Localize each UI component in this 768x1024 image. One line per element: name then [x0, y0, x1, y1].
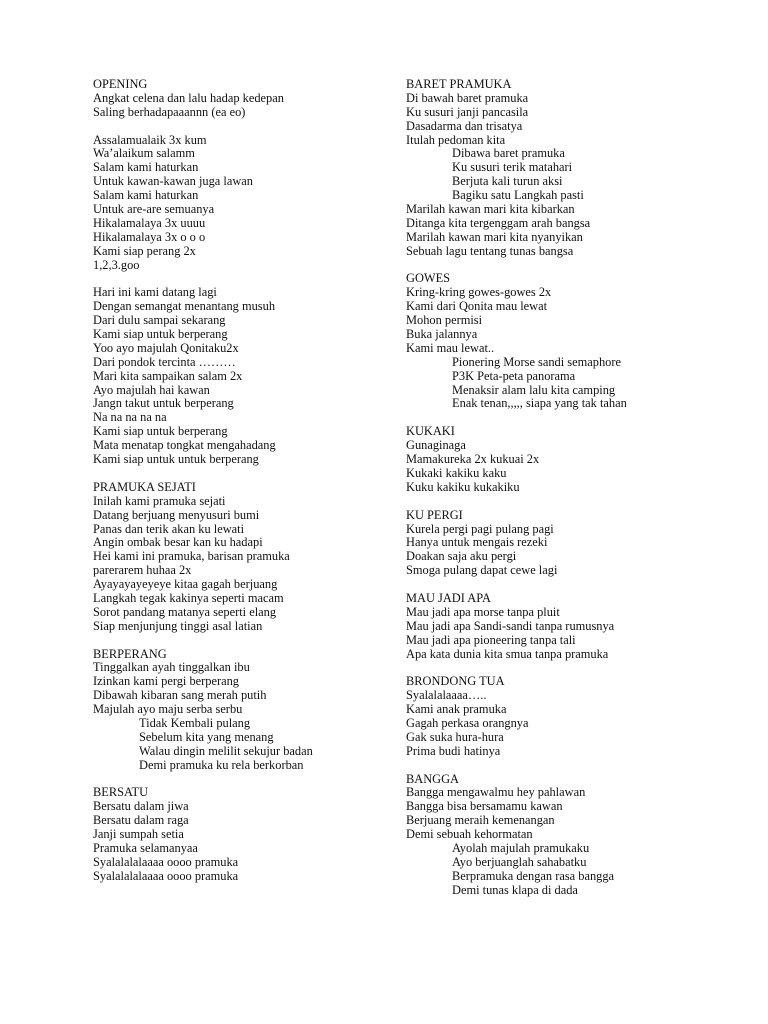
- lyric-line: Walau dingin melilit sekujur badan: [139, 743, 313, 758]
- lyric-line: Kami siap untuk berperang: [93, 424, 228, 439]
- lyric-line: Ditanga kita tergenggam arah bangsa: [406, 215, 591, 230]
- lyric-line: Bangga bisa bersamamu kawan: [406, 799, 563, 814]
- lyric-line: Marilah kawan mari kita kibarkan: [406, 202, 575, 217]
- section-bersatu: [93, 786, 393, 883]
- lyric-line: Untuk are-are semuanya: [93, 202, 215, 217]
- lyric-line: Doakan saja aku pergi: [406, 549, 517, 564]
- lyric-line: Sebelum kita yang menang: [139, 729, 274, 744]
- section-bangga: [406, 773, 746, 898]
- lyric-line: Ayo berjuanglah sahabatku: [452, 854, 587, 869]
- lyric-line: Dasadarma dan trisatya: [406, 118, 523, 133]
- section-title: KU PERGI: [406, 507, 463, 522]
- lyric-line: Dari dulu sampai sekarang: [93, 313, 226, 328]
- section-pramuka-sejati: [93, 481, 393, 634]
- section-title: PRAMUKA SEJATI: [93, 479, 196, 494]
- section-gowes: [406, 272, 746, 411]
- lyric-line: Berjuang meraih kemenangan: [406, 813, 555, 828]
- lyric-line: Hanya untuk mengais rezeki: [406, 535, 548, 550]
- lyric-line: Prima budi hatinya: [406, 743, 501, 758]
- lyric-line: Demi tunas klapa di dada: [452, 882, 578, 897]
- lyric-line: 1,2,3.goo: [93, 257, 140, 272]
- section-title: BANGGA: [406, 771, 460, 786]
- lyric-line: Kring-kring gowes-gowes 2x: [406, 285, 552, 300]
- lyric-line: Kuku kakiku kukakiku: [406, 479, 520, 494]
- section-title: KUKAKI: [406, 424, 455, 439]
- section-title: BERSATU: [93, 785, 149, 800]
- lyric-line: Itulah pedoman kita: [406, 132, 506, 147]
- lyric-line: Salam kami haturkan: [93, 160, 199, 175]
- lyric-line: Gak suka hura-hura: [406, 729, 504, 744]
- lyric-line: Syalalalalaaaa oooo pramuka: [93, 854, 239, 869]
- section-baret-pramuka: [406, 78, 746, 259]
- lyric-line: Menaksir alam lalu kita camping: [452, 382, 616, 397]
- lyric-line: Ayolah majulah pramukaku: [452, 840, 590, 855]
- section-berperang: [93, 648, 393, 773]
- lyric-line: Berjuta kali turun aksi: [452, 174, 563, 189]
- lyric-line: Untuk kawan-kawan juga lawan: [93, 174, 253, 189]
- lyric-line: Dibawah kibaran sang merah putih: [93, 688, 267, 703]
- lyric-line: Gagah perkasa orangnya: [406, 715, 529, 730]
- lyric-line: Bagiku satu Langkah pasti: [452, 188, 584, 203]
- lyric-line: Gunaginaga: [406, 438, 466, 453]
- lyric-line: Hari ini kami datang lagi: [93, 285, 217, 300]
- section-opening: [93, 78, 393, 120]
- lyric-line: Syalalalalaaaa oooo pramuka: [93, 868, 239, 883]
- lyric-line: Hei kami ini pramuka, barisan pramuka: [93, 549, 290, 564]
- lyric-line: Mari kita sampaikan salam 2x: [93, 368, 243, 383]
- lyric-line: Tinggalkan ayah tinggalkan ibu: [93, 660, 250, 675]
- lyric-line: Angkat celena dan lalu hadap kedepan: [93, 90, 284, 105]
- lyric-line: Dari pondok tercinta ………: [93, 354, 236, 369]
- lyric-line: Hikalamalaya 3x o o o: [93, 229, 206, 244]
- lyric-line: parerarem huhaa 2x: [93, 563, 192, 578]
- lyric-line: Enak tenan,,,,, siapa yang tak tahan: [452, 396, 627, 411]
- lyric-line: Berpramuka dengan rasa bangga: [452, 868, 615, 883]
- lyric-line: Assalamualaik 3x kum: [93, 132, 207, 147]
- section-title: BERPERANG: [93, 646, 167, 661]
- lyric-line: Demi pramuka ku rela berkorban: [139, 757, 304, 772]
- lyric-line: Kukaki kakiku kaku: [406, 465, 507, 480]
- lyric-line: Kami dari Qonita mau lewat: [406, 299, 548, 314]
- lyric-line: Mau jadi apa morse tanpa pluit: [406, 604, 560, 619]
- lyric-line: Ku susuri janji pancasila: [406, 104, 529, 119]
- lyric-line: Pramuka selamanyaa: [93, 840, 198, 855]
- lyric-line: Sebuah lagu tentang tunas bangsa: [406, 243, 574, 258]
- section-mau-jadi-apa: [406, 592, 746, 661]
- section-brondong-tua: [406, 675, 746, 758]
- lyric-line: Marilah kawan mari kita nyanyikan: [406, 229, 583, 244]
- lyric-line: Mau jadi apa Sandi-sandi tanpa rumusnya: [406, 618, 615, 633]
- lyric-line: Kami siap perang 2x: [93, 243, 196, 258]
- section-title: GOWES: [406, 271, 451, 286]
- lyric-line: Saling berhadapaaannn (ea eo): [93, 104, 246, 119]
- lyric-line: Kami siap untuk untuk berperang: [93, 452, 259, 467]
- lyric-line: Buka jalannya: [406, 327, 478, 342]
- lyric-line: Siap menjunjung tinggi asal latian: [93, 618, 263, 633]
- lyric-line: Angin ombak besar kan ku hadapi: [93, 535, 263, 550]
- lyric-line: Dengan semangat menantang musuh: [93, 299, 276, 314]
- section-title: BARET PRAMUKA: [406, 77, 512, 91]
- lyric-line: Na na na na na: [93, 410, 167, 425]
- lyric-line: Majulah ayo maju serba serbu: [93, 702, 243, 717]
- lyric-line: Datang berjuang menyusuri bumi: [93, 507, 260, 522]
- section-verse: [93, 286, 393, 467]
- lyric-line: Apa kata dunia kita smua tanpa pramuka: [406, 646, 609, 661]
- lyric-line: Dibawa baret pramuka: [452, 146, 565, 161]
- lyric-line: Kami anak pramuka: [406, 702, 507, 717]
- lyric-line: Hikalamalaya 3x uuuu: [93, 215, 206, 230]
- section-verse: [93, 134, 393, 273]
- section-title: BRONDONG TUA: [406, 674, 505, 689]
- left-column: [93, 78, 393, 898]
- lyric-line: Janji sumpah setia: [93, 827, 184, 842]
- lyric-line: Sorot pandang matanya seperti elang: [93, 604, 277, 619]
- lyric-line: Wa’alaikum salamm: [93, 146, 195, 161]
- lyric-line: Ku susuri terik matahari: [452, 160, 573, 175]
- lyric-line: Salam kami haturkan: [93, 188, 199, 203]
- lyric-line: Smoga pulang dapat cewe lagi: [406, 563, 558, 578]
- lyric-line: Panas dan terik akan ku lewati: [93, 521, 245, 536]
- lyric-line: Izinkan kami pergi berperang: [93, 674, 239, 689]
- section-title: MAU JADI APA: [406, 590, 491, 605]
- lyric-line: Mamakureka 2x kukuai 2x: [406, 452, 540, 467]
- lyric-line: Pionering Morse sandi semaphore: [452, 354, 621, 369]
- right-column: [406, 78, 746, 911]
- lyric-line: Syalalalaaaa…..: [406, 688, 487, 703]
- lyric-line: Kurela pergi pagi pulang pagi: [406, 521, 554, 536]
- lyric-line: Di bawah baret pramuka: [406, 90, 529, 105]
- lyric-line: P3K Peta-peta panorama: [452, 368, 576, 383]
- lyric-line: Bangga mengawalmu hey pahlawan: [406, 785, 586, 800]
- lyric-line: Demi sebuah kehormatan: [406, 827, 533, 842]
- lyric-line: Mau jadi apa pioneering tanpa tali: [406, 632, 576, 647]
- lyric-line: Bersatu dalam jiwa: [93, 799, 189, 814]
- lyric-line: Langkah tegak kakinya seperti macam: [93, 590, 284, 605]
- section-kukaki: [406, 425, 746, 494]
- lyric-line: Kami mau lewat..: [406, 340, 495, 355]
- lyric-line: Inilah kami pramuka sejati: [93, 493, 226, 508]
- lyric-line: Ayo majulah hai kawan: [93, 382, 210, 397]
- section-ku-pergi: [406, 509, 746, 578]
- lyric-line: Mata menatap tongkat mengahadang: [93, 438, 276, 453]
- lyric-line: Kami siap untuk berperang: [93, 327, 228, 342]
- lyric-line: Tidak Kembali pulang: [139, 715, 251, 730]
- lyric-line: Mohon permisi: [406, 313, 483, 328]
- lyric-line: Bersatu dalam raga: [93, 813, 189, 828]
- section-title: OPENING: [93, 77, 148, 91]
- lyric-line: Jangn takut untuk berperang: [93, 396, 234, 411]
- lyric-line: Yoo ayo majulah Qonitaku2x: [93, 340, 239, 355]
- lyric-line: Ayayayayeyeye kitaa gagah berjuang: [93, 577, 278, 592]
